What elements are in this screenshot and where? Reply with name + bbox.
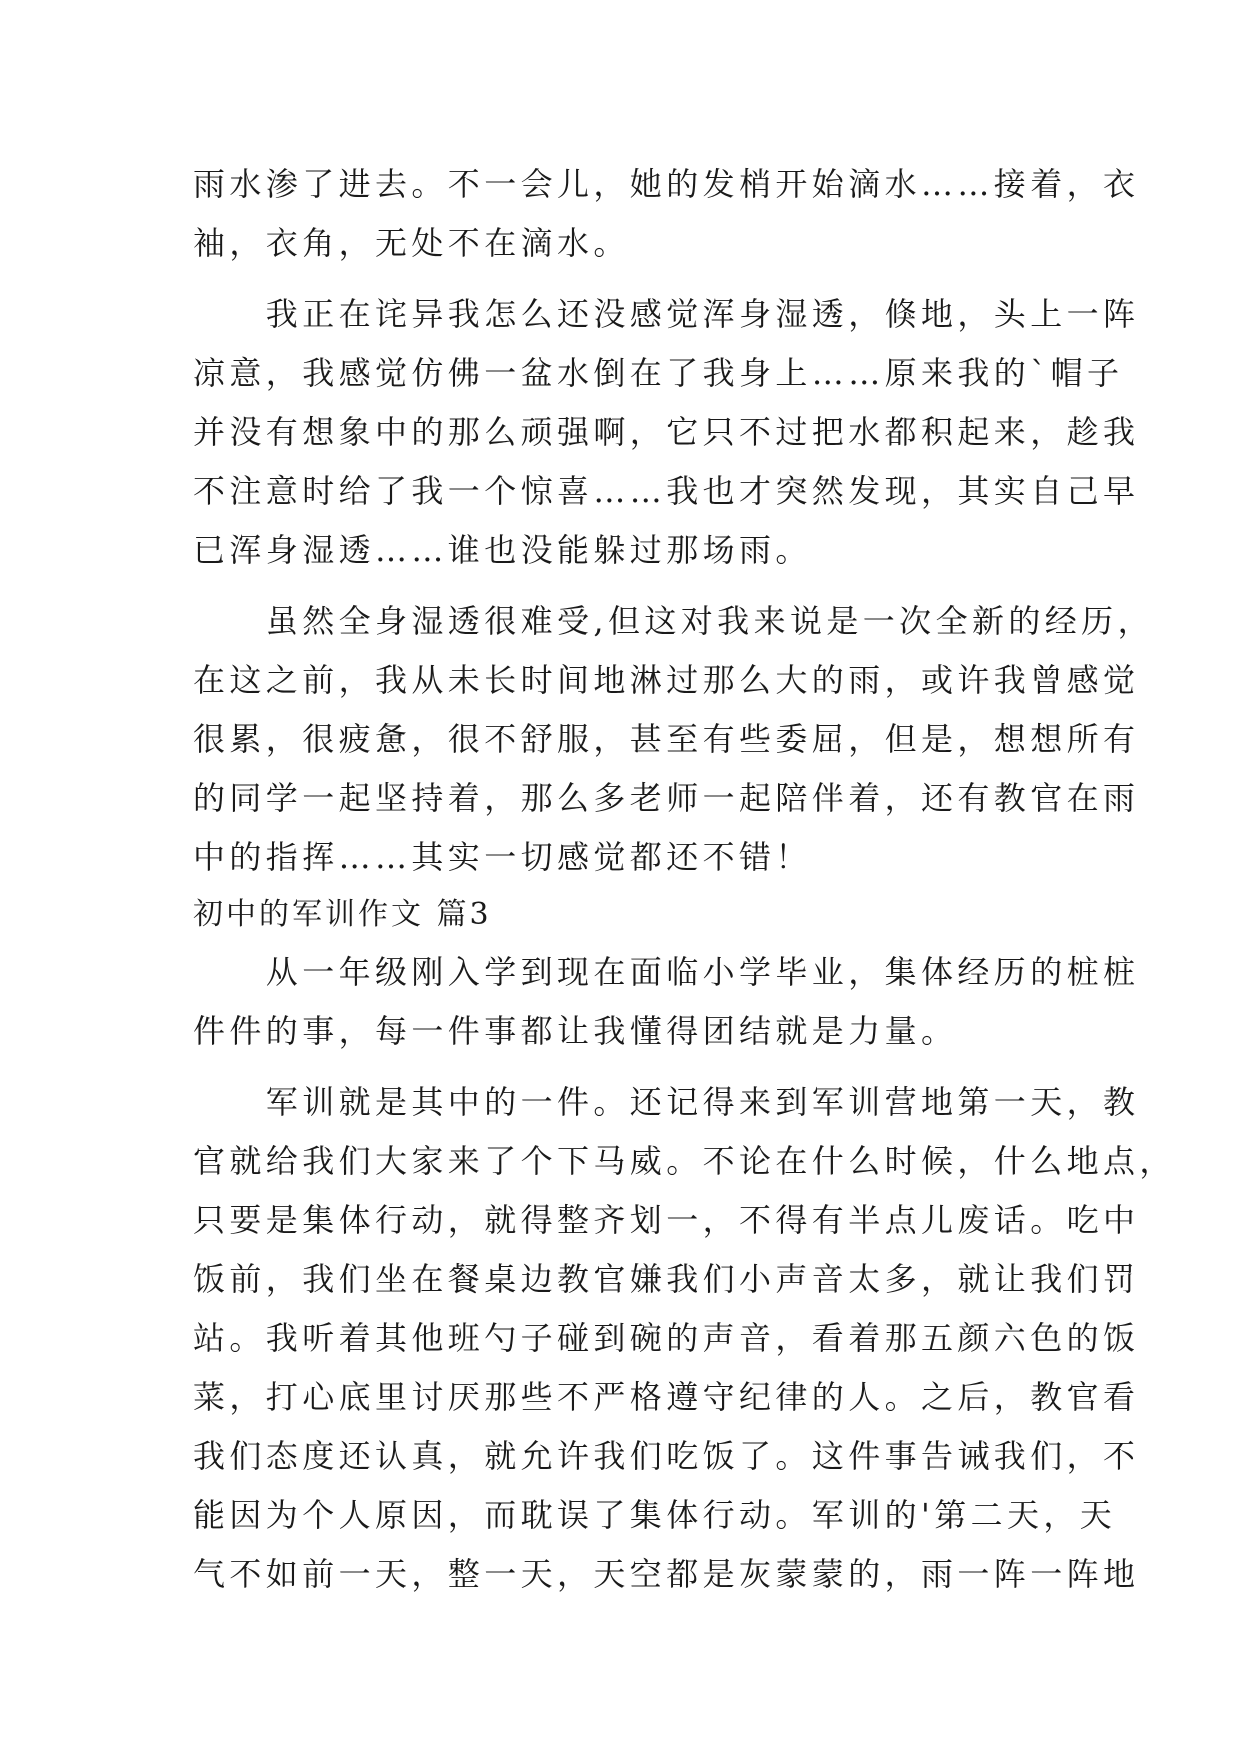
section-heading: 初中的军训作文 篇3 (193, 897, 492, 932)
paragraph-4 (193, 943, 1140, 1061)
text-line: 饭前，我们坐在餐桌边教官嫌我们小声音太多，就让我们罚 (193, 1260, 1140, 1298)
paragraph-5 (193, 1073, 1176, 1604)
text-line: 件件的事，每一件事都让我懂得团结就是力量。 (193, 1012, 958, 1050)
text-line: 在这之前，我从未长时间地淋过那么大的雨，或许我曾感觉 (193, 661, 1140, 699)
text-line: 很累，很疲惫，很不舒服，甚至有些委屈，但是，想想所有 (193, 720, 1140, 758)
text-line: 从一年级刚入学到现在面临小学毕业，集体经历的桩桩 (193, 953, 1140, 991)
text-line: 不注意时给了我一个惊喜……我也才突然发现，其实自己早 (193, 472, 1140, 510)
paragraph-1 (193, 155, 1140, 273)
text-line: 只要是集体行动，就得整齐划一，不得有半点儿废话。吃中 (193, 1201, 1140, 1239)
text-line: 我们态度还认真，就允许我们吃饭了。这件事告诫我们，不 (193, 1437, 1140, 1475)
text-line: 官就给我们大家来了个下马威。不论在什么时候，什么地点， (193, 1142, 1176, 1180)
text-line: 我正在诧异我怎么还没感觉浑身湿透，倏地，头上一阵 (193, 295, 1140, 333)
text-line: 气不如前一天，整一天，天空都是灰蒙蒙的，雨一阵一阵地 (193, 1555, 1140, 1593)
text-line: 并没有想象中的那么顽强啊，它只不过把水都积起来，趁我 (193, 413, 1140, 451)
text-line: 菜，打心底里讨厌那些不严格遵守纪律的人。之后，教官看 (193, 1378, 1140, 1416)
text-line: 雨水渗了进去。不一会儿，她的发梢开始滴水……接着，衣 (193, 165, 1140, 203)
text-line: 中的指挥……其实一切感觉都还不错！ (193, 838, 812, 876)
text-line: 凉意，我感觉仿佛一盆水倒在了我身上……原来我的`帽子 (193, 354, 1124, 392)
text-line: 虽然全身湿透很难受,但这对我来说是一次全新的经历， (193, 602, 1154, 640)
text-line: 站。我听着其他班勺子碰到碗的声音，看着那五颜六色的饭 (193, 1319, 1140, 1357)
document-page (193, 155, 1176, 1604)
text-line: 袖，衣角，无处不在滴水。 (193, 224, 630, 262)
paragraph-3 (193, 592, 1154, 887)
text-line: 能因为个人原因，而耽误了集体行动。军训的'第二天，天 (193, 1496, 1117, 1534)
text-line: 的同学一起坚持着，那么多老师一起陪伴着，还有教官在雨 (193, 779, 1140, 817)
text-line: 军训就是其中的一件。还记得来到军训营地第一天，教 (193, 1083, 1140, 1121)
paragraph-2 (193, 285, 1140, 580)
text-line: 已浑身湿透……谁也没能躲过那场雨。 (193, 531, 812, 569)
